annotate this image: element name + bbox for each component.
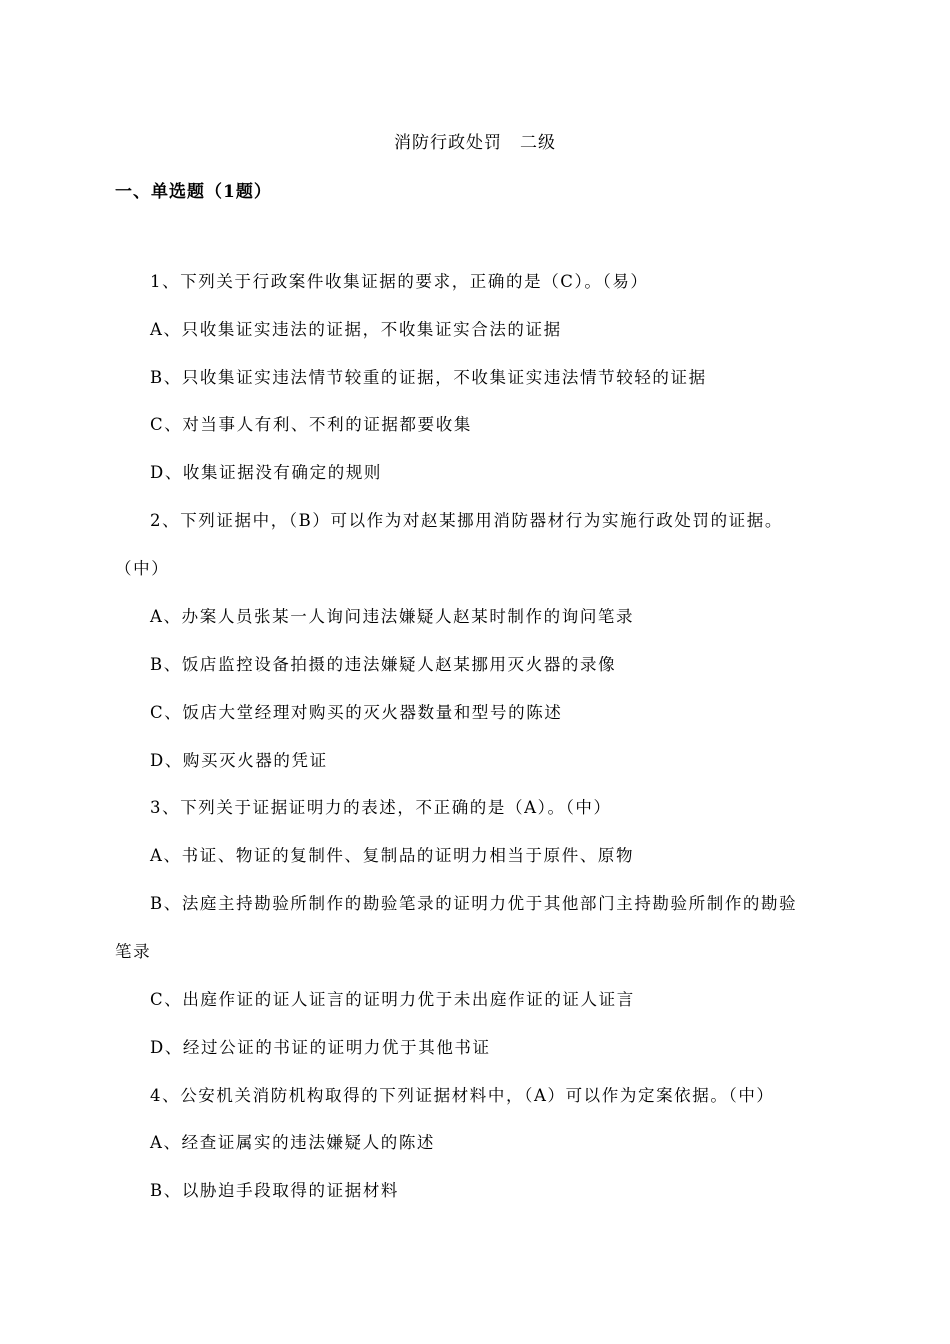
document-title: 消防行政处罚 二级	[394, 133, 556, 153]
question-2-option-d: D、购买灭火器的凭证	[150, 751, 328, 770]
question-3: 3、下列关于证据证明力的表述，不正确的是（A）。（中）	[150, 798, 612, 817]
question-1-option-a: A、只收集证实违法的证据，不收集证实合法的证据	[150, 320, 562, 339]
question-3-option-b: B、法庭主持勘验所制作的勘验笔录的证明力优于其他部门主持勘验所制作的勘验	[150, 894, 798, 913]
question-3-option-a: A、书证、物证的复制件、复制品的证明力相当于原件、原物	[150, 846, 635, 865]
question-4-option-b: B、以胁迫手段取得的证据材料	[150, 1181, 400, 1200]
question-2-option-c: C、饭店大堂经理对购买的灭火器数量和型号的陈述	[150, 703, 563, 722]
question-1: 1、下列关于行政案件收集证据的要求，正确的是（C）。（易）	[150, 272, 649, 291]
question-4-option-a: A、经查证属实的违法嫌疑人的陈述	[150, 1133, 436, 1152]
question-2-option-a: A、办案人员张某一人询问违法嫌疑人赵某时制作的询问笔录	[150, 607, 635, 626]
question-2-option-b: B、饭店监控设备拍摄的违法嫌疑人赵某挪用灭火器的录像	[150, 655, 617, 674]
question-3-option-c: C、出庭作证的证人证言的证明力优于未出庭作证的证人证言	[150, 990, 635, 1009]
question-3-option-b-continuation: 笔录	[115, 942, 152, 961]
question-2: 2、下列证据中，（B）可以作为对赵某挪用消防器材行为实施行政处罚的证据。	[150, 511, 783, 530]
question-1-option-c: C、对当事人有利、不利的证据都要收集	[150, 415, 472, 434]
question-1-option-b: B、只收集证实违法情节较重的证据，不收集证实违法情节较轻的证据	[150, 368, 707, 387]
question-3-option-d: D、经过公证的书证的证明力优于其他书证	[150, 1038, 491, 1057]
question-4: 4、公安机关消防机构取得的下列证据材料中，（A）可以作为定案依据。（中）	[150, 1086, 775, 1105]
question-1-option-d: D、收集证据没有确定的规则	[150, 463, 383, 482]
question-2-continuation: （中）	[115, 559, 170, 578]
section-heading: 一、单选题（1题）	[115, 182, 272, 202]
